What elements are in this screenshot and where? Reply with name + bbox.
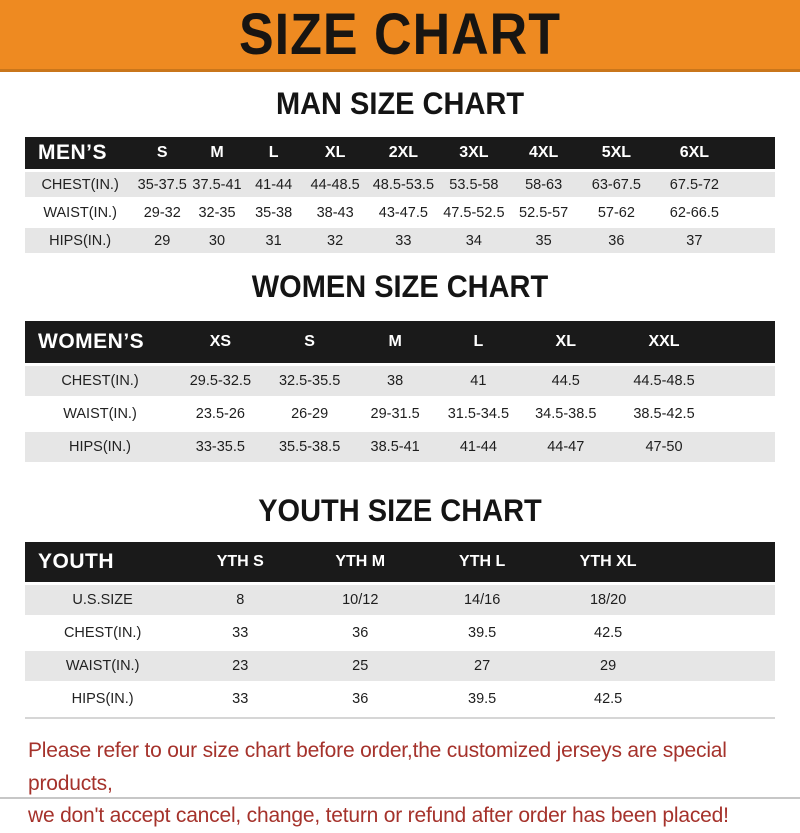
- column-header: 3XL: [439, 137, 509, 169]
- value-cell: 33: [368, 228, 439, 253]
- value-cell: 43-47.5: [368, 200, 439, 225]
- women-header-label: WOMEN’S: [25, 321, 175, 363]
- spacer-cell: [717, 399, 776, 429]
- column-header: L: [437, 321, 520, 363]
- column-header: XL: [303, 137, 368, 169]
- row-label: WAIST(IN.): [25, 651, 180, 681]
- men-size-table-wrap: [25, 134, 775, 256]
- column-header: XXL: [612, 321, 717, 363]
- column-header: 2XL: [368, 137, 439, 169]
- row-label: WAIST(IN.): [25, 200, 135, 225]
- value-cell: 38.5-41: [354, 432, 437, 462]
- youth-size-chart-title: [0, 495, 800, 528]
- column-header: 5XL: [579, 137, 655, 169]
- table-row: [25, 399, 775, 429]
- value-cell: 41: [437, 366, 520, 396]
- value-cell: 38: [354, 366, 437, 396]
- column-header: S: [135, 137, 189, 169]
- banner-title: SIZE CHART: [239, 2, 561, 67]
- column-header: YTH M: [300, 542, 420, 582]
- column-header: 6XL: [654, 137, 734, 169]
- table-row: [25, 585, 775, 615]
- value-cell: 34.5-38.5: [520, 399, 612, 429]
- table-row: [25, 200, 775, 225]
- table-row: [25, 366, 775, 396]
- women-size-chart-title: [0, 271, 800, 304]
- header-row: [25, 321, 775, 363]
- column-header: L: [245, 137, 303, 169]
- row-label: CHEST(IN.): [25, 366, 175, 396]
- youth-size-table-wrap: [25, 539, 775, 719]
- value-cell: 39.5: [420, 618, 544, 648]
- value-cell: 30: [189, 228, 245, 253]
- column-header: M: [189, 137, 245, 169]
- value-cell: 35-37.5: [135, 172, 189, 197]
- table-row: [25, 684, 775, 714]
- value-cell: 29: [544, 651, 672, 681]
- spacer-cell: [717, 321, 776, 363]
- value-cell: 38-43: [303, 200, 368, 225]
- spacer-cell: [735, 137, 776, 169]
- value-cell: 53.5-58: [439, 172, 509, 197]
- value-cell: 42.5: [544, 684, 672, 714]
- value-cell: 42.5: [544, 618, 672, 648]
- man-size-chart-title-text: MAN SIZE CHART: [275, 86, 525, 122]
- value-cell: 25: [300, 651, 420, 681]
- column-header: YTH XL: [544, 542, 672, 582]
- bottom-divider: [0, 797, 800, 799]
- value-cell: 35.5-38.5: [266, 432, 354, 462]
- men-header-label: MEN’S: [25, 137, 135, 169]
- row-label: HIPS(IN.): [25, 432, 175, 462]
- value-cell: 41-44: [437, 432, 520, 462]
- youth-size-chart-title-text: YOUTH SIZE CHART: [258, 493, 542, 529]
- value-cell: 36: [579, 228, 655, 253]
- disclaimer-line-2: we don't accept cancel, change, teturn or refund after order has been placed!: [28, 804, 729, 828]
- value-cell: 44-47: [520, 432, 612, 462]
- table-row: [25, 432, 775, 462]
- value-cell: 35: [509, 228, 579, 253]
- value-cell: 35-38: [245, 200, 303, 225]
- row-label: WAIST(IN.): [25, 399, 175, 429]
- spacer-cell: [672, 542, 775, 582]
- spacer-cell: [735, 228, 776, 253]
- table-row: [25, 172, 775, 197]
- value-cell: 10/12: [300, 585, 420, 615]
- value-cell: 38.5-42.5: [612, 399, 717, 429]
- value-cell: 36: [300, 618, 420, 648]
- value-cell: 67.5-72: [654, 172, 734, 197]
- row-label: HIPS(IN.): [25, 684, 180, 714]
- men-size-table: [25, 134, 775, 256]
- value-cell: 57-62: [579, 200, 655, 225]
- value-cell: 18/20: [544, 585, 672, 615]
- value-cell: 14/16: [420, 585, 544, 615]
- value-cell: 44.5-48.5: [612, 366, 717, 396]
- value-cell: 27: [420, 651, 544, 681]
- value-cell: 47.5-52.5: [439, 200, 509, 225]
- column-header: M: [354, 321, 437, 363]
- column-header: YTH S: [180, 542, 300, 582]
- spacer-cell: [717, 432, 776, 462]
- value-cell: 33-35.5: [175, 432, 266, 462]
- value-cell: 29.5-32.5: [175, 366, 266, 396]
- value-cell: 39.5: [420, 684, 544, 714]
- row-label: U.S.SIZE: [25, 585, 180, 615]
- value-cell: 47-50: [612, 432, 717, 462]
- value-cell: 62-66.5: [654, 200, 734, 225]
- column-header: YTH L: [420, 542, 544, 582]
- spacer-cell: [672, 585, 775, 615]
- value-cell: 29: [135, 228, 189, 253]
- value-cell: 34: [439, 228, 509, 253]
- row-label: CHEST(IN.): [25, 618, 180, 648]
- youth-header-label: YOUTH: [25, 542, 180, 582]
- value-cell: 23: [180, 651, 300, 681]
- youth-size-table: [25, 539, 775, 719]
- value-cell: 52.5-57: [509, 200, 579, 225]
- row-label: CHEST(IN.): [25, 172, 135, 197]
- value-cell: 37: [654, 228, 734, 253]
- spacer-cell: [672, 618, 775, 648]
- spacer-cell: [672, 651, 775, 681]
- value-cell: 32: [303, 228, 368, 253]
- table-row: [25, 651, 775, 681]
- women-size-chart-title-text: WOMEN SIZE CHART: [251, 269, 549, 305]
- value-cell: 32.5-35.5: [266, 366, 354, 396]
- value-cell: 41-44: [245, 172, 303, 197]
- size-chart-banner: [0, 0, 800, 72]
- column-header: XL: [520, 321, 612, 363]
- spacer-cell: [717, 366, 776, 396]
- women-size-table: [25, 318, 775, 465]
- value-cell: 8: [180, 585, 300, 615]
- women-size-table-wrap: [25, 318, 775, 465]
- spacer-cell: [672, 684, 775, 714]
- row-label: HIPS(IN.): [25, 228, 135, 253]
- value-cell: 37.5-41: [189, 172, 245, 197]
- header-row: [25, 542, 775, 582]
- value-cell: 32-35: [189, 200, 245, 225]
- value-cell: 44-48.5: [303, 172, 368, 197]
- value-cell: 23.5-26: [175, 399, 266, 429]
- header-row: [25, 137, 775, 169]
- value-cell: 33: [180, 684, 300, 714]
- value-cell: 48.5-53.5: [368, 172, 439, 197]
- table-row: [25, 618, 775, 648]
- value-cell: 58-63: [509, 172, 579, 197]
- value-cell: 33: [180, 618, 300, 648]
- value-cell: 29-31.5: [354, 399, 437, 429]
- table-row: [25, 228, 775, 253]
- column-header: XS: [175, 321, 266, 363]
- order-disclaimer-note: [0, 735, 800, 833]
- value-cell: 63-67.5: [579, 172, 655, 197]
- disclaimer-line-1: Please refer to our size chart before order,the customized jerseys are special products,: [28, 739, 727, 795]
- value-cell: 31: [245, 228, 303, 253]
- value-cell: 29-32: [135, 200, 189, 225]
- column-header: S: [266, 321, 354, 363]
- value-cell: 36: [300, 684, 420, 714]
- man-size-chart-title: [0, 88, 800, 121]
- value-cell: 31.5-34.5: [437, 399, 520, 429]
- spacer-cell: [735, 200, 776, 225]
- value-cell: 26-29: [266, 399, 354, 429]
- column-header: 4XL: [509, 137, 579, 169]
- spacer-cell: [735, 172, 776, 197]
- value-cell: 44.5: [520, 366, 612, 396]
